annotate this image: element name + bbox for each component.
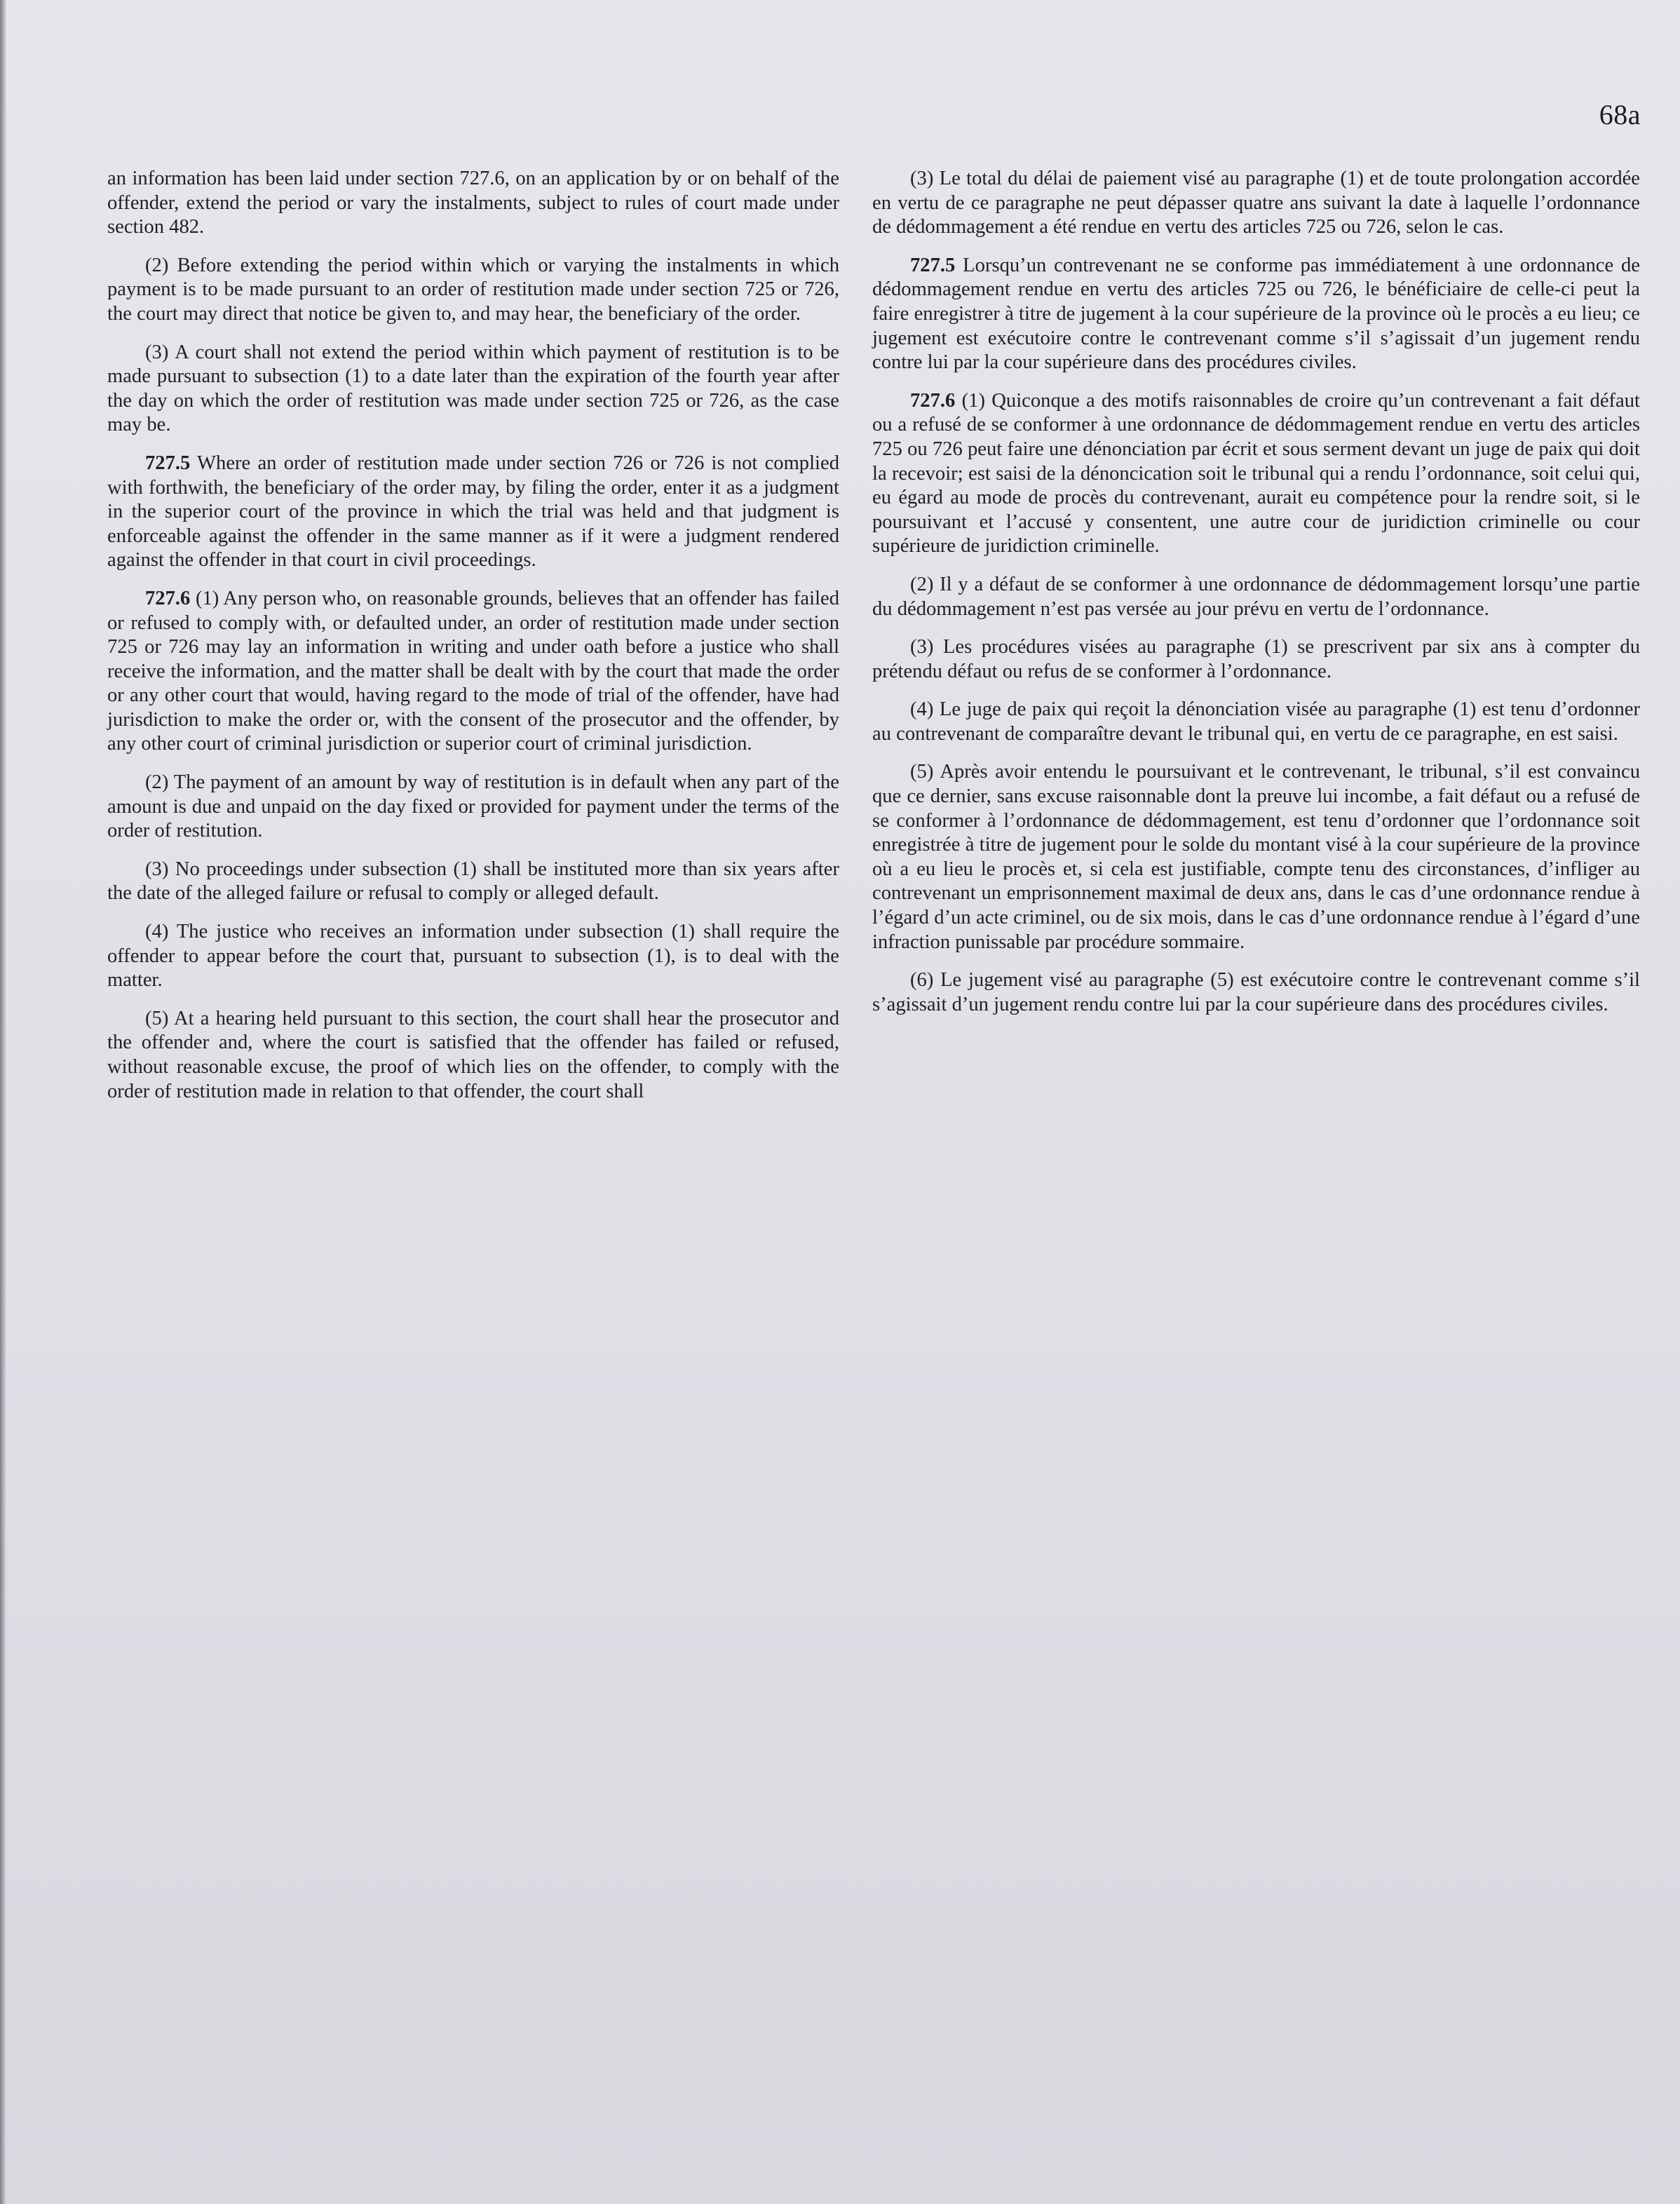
paragraph-text: (1) Quiconque a des motifs raisonnables de croire qu’un contrevenant a fait défaut ou a refusé de se conformer à une ordonnance de dédommagement rendue en vertu des articles 725 ou 726 peut faire une dénonciation par écrit et sous serment devant un juge de paix qui doit la recevoir; est saisi de la dénoncication soit le tribunal qui a rendu l’ordonnance, soit celui qui, eu égard au mode de procès du contrevenant, aurait eu compétence pour la rendre soit, si le poursuivant et l’accusé y consentent, une autre cour de juridiction criminelle ou cour supérieure de juridiction criminelle. xyxy=(872,389,1640,557)
fr-paragraph xyxy=(872,167,1640,240)
fr-paragraph xyxy=(872,254,1640,375)
french-column xyxy=(872,167,1640,1031)
fr-paragraph xyxy=(872,389,1640,559)
page-binding-edge xyxy=(0,0,6,2204)
fr-paragraph xyxy=(872,573,1640,621)
en-paragraph xyxy=(107,771,839,844)
fr-paragraph xyxy=(872,968,1640,1017)
en-paragraph xyxy=(107,587,839,757)
en-paragraph xyxy=(107,452,839,573)
paragraph-text: (2) Il y a défaut de se conformer à une ordonnance de dédommagement lorsqu’une partie du dédommagement n’est pas versée au jour prévu en vertu de l’ordonnance. xyxy=(872,573,1640,620)
paragraph-text: Where an order of restitution made under section 726 or 726 is not complied with forthwith, the beneficiary of the order may, by filing the order, enter it as a judgment in the superior court of the province in which the trial was held and that judgment is enforceable against the offender in the same manner as if it were a judgment rendered against the offender in that court in civil proceedings. xyxy=(107,452,839,572)
paragraph-text: (4) Le juge de paix qui reçoit la dénonciation visée au paragraphe (1) est tenu d’ordonner au contrevenant de comparaître devant le tribunal qui, en vertu de ce paragraphe, en est saisi. xyxy=(872,698,1640,745)
section-number: 727.6 xyxy=(910,389,956,412)
paragraph-text: Lorsqu’un contrevenant ne se conforme pas immédiatement à une ordonnance de dédommagement rendue en vertu des articles 725 ou 726, le bénéficiaire de celle-ci peut la faire enregistrer à titre de jugement à la cour supérieure de la province où le procès a eu lieu; ce jugement est exécutoire contre le contrevenant comme s’il s’agissait d’un jugement rendu contre lui par la cour supérieure dans des procédures civiles. xyxy=(872,254,1640,374)
section-number: 727.6 xyxy=(145,587,191,609)
english-column xyxy=(107,167,839,1118)
fr-paragraph xyxy=(872,635,1640,684)
en-paragraph xyxy=(107,254,839,327)
paragraph-text: (3) Les procédures visées au paragraphe (1) se prescrivent par six ans à compter du prétendu défaut ou refus de se conformer à l’ordonnance. xyxy=(872,636,1640,682)
fr-paragraph xyxy=(872,760,1640,954)
paragraph-text: (5) Après avoir entendu le poursuivant et le contrevenant, le tribunal, s’il est convaincu que ce dernier, sans excuse raisonnable dont la preuve lui incombe, a fait défaut ou a refusé de se conformer à l’ordonnance de dédommagement, est tenu d’ordonner que l’ordonnance soit enregistrée à titre de jugement pour le solde du montant visé à la cour supérieure de la province où a eu lieu le procès et, si cela est justifiable, compte tenu des circonstances, d’infliger au contrevenant un emprisonnement maximal de deux ans, dans le cas d’une ordonnance rendue à l’égard d’un acte criminel, ou de six mois, dans le cas d’une ordonnance rendue à l’égard d’une infraction punissable par procédure sommaire. xyxy=(872,761,1640,953)
paragraph-text: (2) The payment of an amount by way of restitution is in default when any part of the amount is due and unpaid on the day fixed or provided for payment under the terms of the order of restitution. xyxy=(107,771,839,842)
fr-paragraph xyxy=(872,698,1640,746)
en-paragraph xyxy=(107,858,839,906)
paragraph-text: (4) The justice who receives an information under subsection (1) shall require the offender to appear before the court that, pursuant to subsection (1), is to deal with the matter. xyxy=(107,921,839,992)
en-paragraph xyxy=(107,920,839,993)
paragraph-text: (3) A court shall not extend the period within which payment of restitution is to be made pursuant to subsection (1) to a date later than the expiration of the fourth year after the day on which the order of restitution was made under section 725 or 726, as the case may be. xyxy=(107,341,839,436)
section-number: 727.5 xyxy=(145,452,191,474)
paragraph-text: (3) No proceedings under subsection (1) shall be instituted more than six years after the date of the alleged failure or refusal to comply or alleged default. xyxy=(107,858,839,905)
en-paragraph xyxy=(107,341,839,438)
section-number: 727.5 xyxy=(910,254,956,276)
paragraph-text: (6) Le jugement visé au paragraphe (5) est exécutoire contre le contrevenant comme s’il s’agissait d’un jugement rendu contre lui par la cour supérieure dans des procédures civiles. xyxy=(872,969,1640,1015)
paragraph-text: an information has been laid under section 727.6, on an application by or on behalf of the offender, extend the period or vary the instalments, subject to rules of court made under section 482. xyxy=(107,168,839,238)
paragraph-text: (3) Le total du délai de paiement visé au paragraphe (1) et de toute prolongation accordée en vertu de ce paragraphe ne peut dépasser quatre ans suivant la date à laquelle l’ordonnance de dédommagement a été rendue en vertu des articles 725 ou 726, selon le cas. xyxy=(872,168,1640,238)
paragraph-text: (2) Before extending the period within which or varying the instalments in which payment is to be made pursuant to an order of restitution made under section 725 or 726, the court may direct that notice be given to, and may hear, the beneficiary of the order. xyxy=(107,254,839,325)
paragraph-text: (1) Any person who, on reasonable grounds, believes that an offender has failed or refused to comply with, or defaulted under, an order of restitution made under section 725 or 726 may lay an information in writing and under oath before a justice who shall receive the information, and the matter shall be dealt with by the court that made the order or any other court that would, having regard to the mode of trial of the offender, have had jurisdiction to make the order or, with the consent of the prosecutor and the offender, by any other court of criminal jurisdiction or superior court of criminal jurisdiction. xyxy=(107,587,839,755)
paragraph-text: (5) At a hearing held pursuant to this section, the court shall hear the prosecutor and the offender and, where the court is satisfied that the offender has failed or refused, without reasonable excuse, the proof of which lies on the offender, to comply with the order of restitution made in relation to that offender, the court shall xyxy=(107,1007,839,1102)
en-paragraph xyxy=(107,167,839,240)
en-paragraph xyxy=(107,1007,839,1104)
page-number: 68a xyxy=(1599,99,1641,130)
